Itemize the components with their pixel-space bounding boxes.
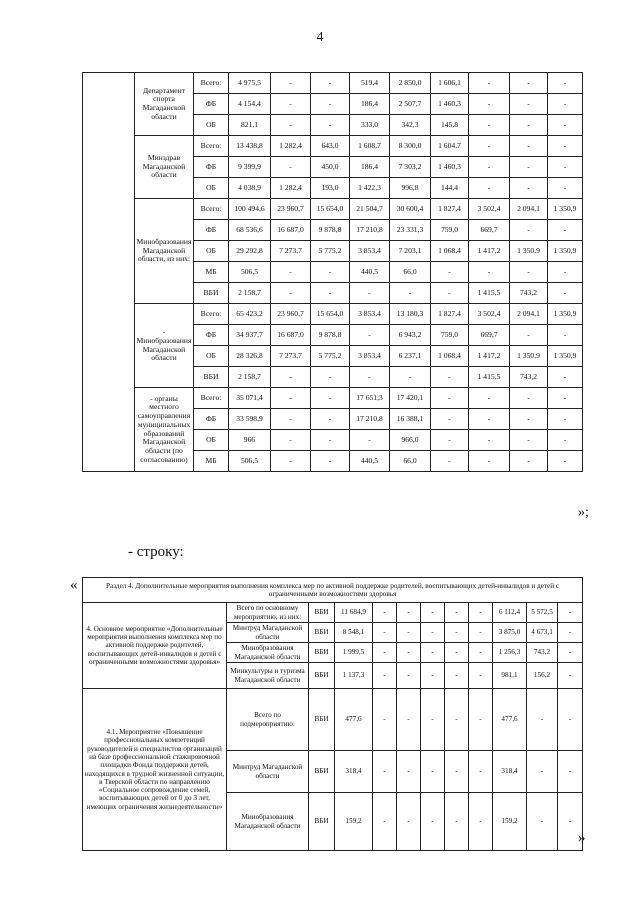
value-cell: 145,8 [431, 115, 469, 136]
value-cell: 9 878,8 [311, 220, 350, 241]
value-cell: - [527, 689, 558, 751]
funding-type: ФБ [194, 94, 229, 115]
funding-type: ОБ [194, 430, 229, 451]
value-cell: - [469, 178, 510, 199]
value-cell: - [510, 220, 548, 241]
value-cell: 2 094,1 [510, 304, 548, 325]
value-cell: - [421, 603, 445, 623]
funding-source: ВБИ [309, 623, 335, 643]
value-cell: 1 417,2 [469, 241, 510, 262]
value-cell: - [558, 663, 583, 689]
funding-type: ФБ [194, 409, 229, 430]
value-cell: 440,5 [350, 451, 390, 472]
value-cell: - [431, 409, 469, 430]
value-cell: - [271, 430, 311, 451]
activity-name: 4. Основное мероприятие «Дополнительные мероприятия выполнения комплекса мер по активной поддержке родителей, воспитывающих детей-инвалидов и детей с ограниченными возможностями здоровья» [83, 603, 227, 689]
executor-label: Департамент спорта Магаданской области [135, 73, 194, 136]
budget-table-top [82, 72, 583, 472]
value-cell: - [510, 430, 548, 451]
value-cell: 16 687,0 [271, 220, 311, 241]
value-cell: 1 068,4 [431, 346, 469, 367]
value-cell: - [311, 115, 350, 136]
value-cell: 4 673,1 [527, 623, 558, 643]
funding-type: Всего: [194, 199, 229, 220]
value-cell: 186,4 [350, 157, 390, 178]
value-cell: - [311, 388, 350, 409]
value-cell: 8 300,0 [390, 136, 431, 157]
value-cell: - [548, 157, 583, 178]
value-cell: - [548, 325, 583, 346]
value-cell: - [548, 220, 583, 241]
executor-cell: Минобразования Магаданской области [227, 643, 309, 663]
value-cell: 7 273,7 [271, 241, 311, 262]
value-cell: - [445, 689, 469, 751]
value-cell: 318,4 [335, 751, 373, 793]
value-cell: - [350, 325, 390, 346]
value-cell: - [397, 643, 421, 663]
value-cell: - [445, 793, 469, 851]
value-cell: - [469, 430, 510, 451]
value-cell: 17 651,3 [350, 388, 390, 409]
value-cell: - [469, 663, 493, 689]
value-cell: 3 502,4 [469, 199, 510, 220]
value-cell: - [431, 430, 469, 451]
table-row [83, 603, 583, 623]
value-cell: 996,8 [390, 178, 431, 199]
value-cell: - [271, 73, 311, 94]
value-cell: 1 350,9 [548, 304, 583, 325]
value-cell: - [271, 388, 311, 409]
value-cell: - [271, 409, 311, 430]
value-cell: 1 422,3 [350, 178, 390, 199]
value-cell: 7 203,1 [390, 241, 431, 262]
value-cell: 7 273,7 [271, 346, 311, 367]
value-cell: 23 960,7 [271, 199, 311, 220]
value-cell: 981,1 [493, 663, 527, 689]
value-cell: 333,0 [350, 115, 390, 136]
value-cell: 6 237,1 [390, 346, 431, 367]
value-cell: - [469, 793, 493, 851]
table-row [83, 199, 583, 220]
value-cell: - [469, 603, 493, 623]
executor-label: - Минобразования Магаданской области [135, 304, 194, 388]
value-cell: 193,0 [311, 178, 350, 199]
value-cell: - [397, 663, 421, 689]
value-cell: 21 504,7 [350, 199, 390, 220]
value-cell: - [445, 623, 469, 643]
value-cell: 1 256,3 [493, 643, 527, 663]
value-cell: 65 423,2 [229, 304, 271, 325]
funding-source: ВБИ [309, 603, 335, 623]
value-cell: - [390, 367, 431, 388]
value-cell: - [510, 262, 548, 283]
value-cell: - [510, 178, 548, 199]
value-cell: 17 420,1 [390, 388, 431, 409]
value-cell: - [558, 643, 583, 663]
funding-source: ВБИ [309, 643, 335, 663]
value-cell: - [510, 136, 548, 157]
value-cell: - [548, 136, 583, 157]
value-cell: - [445, 603, 469, 623]
value-cell: 17 210,8 [350, 220, 390, 241]
value-cell: - [311, 409, 350, 430]
value-cell: 23 331,3 [390, 220, 431, 241]
value-cell: - [350, 283, 390, 304]
value-cell: 7 303,2 [390, 157, 431, 178]
value-cell: 1 460,3 [431, 94, 469, 115]
value-cell: 3 875,0 [493, 623, 527, 643]
value-cell: 743,2 [510, 283, 548, 304]
value-cell: - [397, 793, 421, 851]
funding-type: Всего: [194, 304, 229, 325]
value-cell: - [445, 643, 469, 663]
value-cell: - [397, 689, 421, 751]
value-cell: 4 975,5 [229, 73, 271, 94]
value-cell: 186,4 [350, 94, 390, 115]
stroku-line: - строку: [128, 544, 184, 560]
value-cell: 100 494,6 [229, 199, 271, 220]
value-cell: 2 158,7 [229, 283, 271, 304]
value-cell: - [271, 283, 311, 304]
value-cell: - [510, 409, 548, 430]
executor-cell: Минобразования Магаданской области [227, 793, 309, 851]
value-cell: 2 094,1 [510, 199, 548, 220]
value-cell: 6 112,4 [493, 603, 527, 623]
value-cell: 11 684,9 [335, 603, 373, 623]
value-cell: 743,2 [527, 643, 558, 663]
funding-type: ВБИ [194, 283, 229, 304]
value-cell: - [373, 689, 397, 751]
value-cell: 450,0 [311, 157, 350, 178]
value-cell: 440,5 [350, 262, 390, 283]
value-cell: 34 937,7 [229, 325, 271, 346]
value-cell: 13 438,8 [229, 136, 271, 157]
value-cell: - [527, 751, 558, 793]
funding-source: ВБИ [309, 793, 335, 851]
value-cell: 5 775,2 [311, 241, 350, 262]
budget-table-bottom [82, 577, 583, 851]
value-cell: 16 388,1 [390, 409, 431, 430]
value-cell: - [397, 623, 421, 643]
value-cell: 1 350,9 [510, 241, 548, 262]
value-cell: 1 350,9 [548, 241, 583, 262]
value-cell: 1 282,4 [271, 178, 311, 199]
value-cell: - [431, 388, 469, 409]
value-cell: 4 038,9 [229, 178, 271, 199]
executor-cell: Минтруд Магаданской области [227, 751, 309, 793]
value-cell: - [421, 689, 445, 751]
value-cell: 15 654,0 [311, 304, 350, 325]
opening-quote: « [70, 577, 78, 593]
value-cell: - [469, 115, 510, 136]
activity-name: 4.1. Мероприятие «Повышение профессиональных компетенций руководителей и специалистов организаций на базе профессиональной стажировочной площадки Фонда поддержки детей, находящихся в трудной жизненной ситуации, в Тверской области по направлению «Социальное сопровождение семей, воспитывающих детей от 0 до 3 лет, имеющих ограничения жизнедеятельности» [83, 689, 227, 851]
value-cell: 477,6 [493, 689, 527, 751]
value-cell: - [548, 451, 583, 472]
value-cell: - [558, 603, 583, 623]
value-cell: 33 598,9 [229, 409, 271, 430]
value-cell: - [390, 283, 431, 304]
funding-type: ФБ [194, 157, 229, 178]
value-cell: - [311, 94, 350, 115]
value-cell: 506,5 [229, 451, 271, 472]
funding-type: Всего: [194, 136, 229, 157]
value-cell: - [311, 283, 350, 304]
value-cell: - [548, 409, 583, 430]
value-cell: 1 350,9 [548, 199, 583, 220]
value-cell: - [271, 262, 311, 283]
value-cell: 2 158,7 [229, 367, 271, 388]
value-cell: - [469, 409, 510, 430]
value-cell: 156,2 [527, 663, 558, 689]
value-cell: 159,2 [493, 793, 527, 851]
value-cell: 66,0 [390, 451, 431, 472]
table-row [83, 73, 583, 94]
value-cell: 506,5 [229, 262, 271, 283]
value-cell: 2 507,7 [390, 94, 431, 115]
value-cell: 318,4 [493, 751, 527, 793]
executor-cell: Всего по подмероприятию: [227, 689, 309, 751]
value-cell: - [510, 451, 548, 472]
value-cell: - [510, 388, 548, 409]
value-cell: 1 827,4 [431, 304, 469, 325]
value-cell: 1 417,2 [469, 346, 510, 367]
value-cell: - [431, 262, 469, 283]
value-cell: 4 154,4 [229, 94, 271, 115]
funding-type: ОБ [194, 241, 229, 262]
value-cell: - [469, 262, 510, 283]
value-cell: - [311, 262, 350, 283]
value-cell: 1 606,1 [431, 73, 469, 94]
funding-type: МБ [194, 451, 229, 472]
page-number: 4 [316, 30, 324, 45]
value-cell: 669,7 [469, 325, 510, 346]
value-cell: 3 853,4 [350, 304, 390, 325]
value-cell: 669,7 [469, 220, 510, 241]
value-cell: - [431, 283, 469, 304]
executor-cell: Всего по основному мероприятию, из них: [227, 603, 309, 623]
value-cell: - [548, 388, 583, 409]
value-cell: - [421, 663, 445, 689]
value-cell: - [350, 367, 390, 388]
value-cell: - [548, 262, 583, 283]
value-cell: 1 604,7 [431, 136, 469, 157]
table-row [83, 304, 583, 325]
closing-quote: » [578, 830, 586, 846]
value-cell: - [510, 94, 548, 115]
value-cell: - [373, 643, 397, 663]
value-cell: 821,1 [229, 115, 271, 136]
value-cell: - [421, 623, 445, 643]
executor-label: Минобразования Магаданской области, из них: [135, 199, 194, 304]
value-cell: - [469, 157, 510, 178]
value-cell: - [548, 283, 583, 304]
value-cell: - [373, 663, 397, 689]
value-cell: - [421, 751, 445, 793]
funding-type: ВБИ [194, 367, 229, 388]
funding-type: ОБ [194, 115, 229, 136]
value-cell: - [311, 367, 350, 388]
value-cell: 29 292,8 [229, 241, 271, 262]
value-cell: - [558, 751, 583, 793]
value-cell: 144,4 [431, 178, 469, 199]
value-cell: 8 548,1 [335, 623, 373, 643]
value-cell: 2 850,0 [390, 73, 431, 94]
value-cell: - [548, 430, 583, 451]
value-cell: 759,0 [431, 325, 469, 346]
value-cell: - [373, 751, 397, 793]
value-cell: - [421, 643, 445, 663]
value-cell: 1 999,5 [335, 643, 373, 663]
value-cell: 9 399,9 [229, 157, 271, 178]
table-row [83, 689, 583, 751]
funding-source: ВБИ [309, 751, 335, 793]
value-cell: - [469, 388, 510, 409]
value-cell: - [445, 663, 469, 689]
value-cell: - [311, 430, 350, 451]
value-cell: 1 068,4 [431, 241, 469, 262]
value-cell: 3 853,4 [350, 346, 390, 367]
value-cell: - [558, 793, 583, 851]
executor-label: - органы местного самоуправления муниципальных образований Магаданской области (по согласованию) [135, 388, 194, 472]
value-cell: 966 [229, 430, 271, 451]
funding-type: МБ [194, 262, 229, 283]
value-cell: 6 943,2 [390, 325, 431, 346]
value-cell: - [548, 367, 583, 388]
funding-source: ВБИ [309, 663, 335, 689]
closing-quote-semicolon: »; [578, 505, 589, 520]
value-cell: 477,6 [335, 689, 373, 751]
funding-type: ОБ [194, 178, 229, 199]
value-cell: 15 654,0 [311, 199, 350, 220]
value-cell: 17 210,8 [350, 409, 390, 430]
value-cell: - [431, 367, 469, 388]
value-cell: - [469, 751, 493, 793]
left-blank-column [83, 73, 135, 472]
value-cell: - [510, 157, 548, 178]
value-cell: - [311, 73, 350, 94]
value-cell: 342,3 [390, 115, 431, 136]
value-cell: - [397, 751, 421, 793]
value-cell: 16 687,0 [271, 325, 311, 346]
value-cell: 1 460,3 [431, 157, 469, 178]
value-cell: 159,2 [335, 793, 373, 851]
value-cell: 1 827,4 [431, 199, 469, 220]
value-cell: - [469, 136, 510, 157]
value-cell: - [548, 115, 583, 136]
value-cell: - [373, 623, 397, 643]
value-cell: - [469, 451, 510, 472]
value-cell: - [510, 325, 548, 346]
value-cell: 1 282,4 [271, 136, 311, 157]
value-cell: 35 071,4 [229, 388, 271, 409]
value-cell: - [548, 73, 583, 94]
value-cell: 66,0 [390, 262, 431, 283]
section-title: Раздел 4. Дополнительные мероприятия выполнения комплекса мер по активной поддержке родителей, воспитывающих детей-инвалидов и детей с ограниченными возможностями здоровья [83, 578, 583, 603]
value-cell: - [558, 623, 583, 643]
value-cell: 759,0 [431, 220, 469, 241]
table-row [83, 136, 583, 157]
value-cell: - [469, 94, 510, 115]
value-cell: 1 137,3 [335, 663, 373, 689]
value-cell: - [271, 157, 311, 178]
value-cell: 1 350,9 [548, 346, 583, 367]
value-cell: - [311, 451, 350, 472]
value-cell: 1 415,5 [469, 283, 510, 304]
value-cell: 3 502,4 [469, 304, 510, 325]
funding-type: Всего: [194, 73, 229, 94]
value-cell: - [527, 793, 558, 851]
value-cell: 23 960,7 [271, 304, 311, 325]
value-cell: - [271, 451, 311, 472]
value-cell: 966,0 [390, 430, 431, 451]
funding-source: ВБИ [309, 689, 335, 751]
value-cell: - [548, 94, 583, 115]
value-cell: - [445, 751, 469, 793]
funding-type: ОБ [194, 346, 229, 367]
value-cell: 1 415,5 [469, 367, 510, 388]
value-cell: 1 608,7 [350, 136, 390, 157]
value-cell: - [350, 430, 390, 451]
value-cell: 28 326,8 [229, 346, 271, 367]
value-cell: 3 853,4 [350, 241, 390, 262]
value-cell: 519,4 [350, 73, 390, 94]
value-cell: 68 536,6 [229, 220, 271, 241]
value-cell: - [373, 603, 397, 623]
funding-type: Всего: [194, 388, 229, 409]
executor-cell: Минкультуры и туризма Магаданской области [227, 663, 309, 689]
value-cell: - [469, 73, 510, 94]
value-cell: 5 775,2 [311, 346, 350, 367]
value-cell: - [271, 367, 311, 388]
executor-cell: Минтруд Магаданской области [227, 623, 309, 643]
value-cell: 1 350,9 [510, 346, 548, 367]
value-cell: - [373, 793, 397, 851]
value-cell: - [469, 643, 493, 663]
value-cell: - [271, 115, 311, 136]
value-cell: - [548, 178, 583, 199]
value-cell: - [510, 115, 548, 136]
value-cell: - [397, 603, 421, 623]
table-row [83, 388, 583, 409]
value-cell: - [510, 73, 548, 94]
executor-label: Минздрав Магаданской области [135, 136, 194, 199]
value-cell: - [558, 689, 583, 751]
funding-type: ФБ [194, 325, 229, 346]
value-cell: 643,0 [311, 136, 350, 157]
value-cell: 743,2 [510, 367, 548, 388]
value-cell: - [469, 623, 493, 643]
value-cell: 9 878,8 [311, 325, 350, 346]
value-cell: - [271, 94, 311, 115]
value-cell: 30 600,4 [390, 199, 431, 220]
value-cell: 13 180,3 [390, 304, 431, 325]
funding-type: ФБ [194, 220, 229, 241]
value-cell: - [431, 451, 469, 472]
value-cell: 5 572,5 [527, 603, 558, 623]
value-cell: - [469, 689, 493, 751]
value-cell: - [421, 793, 445, 851]
